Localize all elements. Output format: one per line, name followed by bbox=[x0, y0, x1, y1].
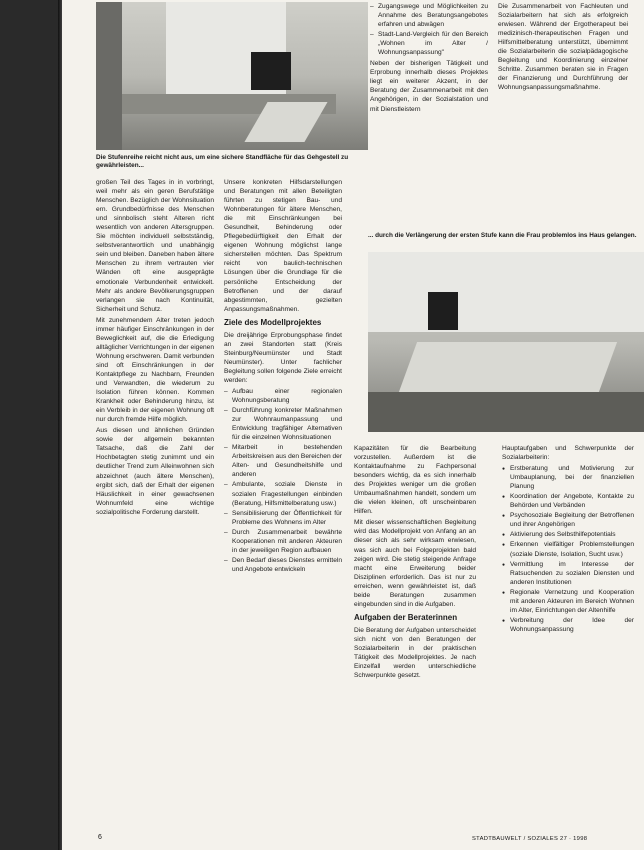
list-item: – Ambulante, soziale Dienste in sozialen Fragestellungen einbinden (Beratung, Hilfsmittelberatung usw.) bbox=[224, 480, 342, 507]
paragraph: großen Teil des Tages in in vorbringt, weil mehr als ein geren Berufstätige Menschen. Bezüglich der Wohnsituation ern. Grundbedürfnisse des Menschen und sinnbolisch steht Alteren richt wesentlich von anderen Altersgruppen. Sie möchten individuell selbstständig, selbstverantwortlich und unabhängig sein und bleiben. Daneben haben ältere Menschen zu ihrem vertrauten vier Wänden oft eine ausgeprägte emotionale Verbundenheit entwickelt. Mehr als andere Bevölkerungsgruppen verlangen sie nach Kontinuität, Sicherheit und Schutz. bbox=[96, 179, 214, 313]
paragraph: Aus diesen und ähnlichen Gründen sowie der allgemein bekannten Tatsache, daß die Zahl der Hochbetagten stetig zunimmt und ein deutlicher Trend zum Alleinwohnen sich abzeichnet (auch ältere Menschen), ergibt sich, daß der Erhalt der eigenen Häuslichkeit in einer gewachsenen Wohnumfeld eine wichtige sozialpolitische Forderung darstellt. bbox=[96, 427, 214, 516]
list-item: – Zugangswege und Möglichkeiten zu Annahme des Beratungsangebotes erfahren und abwägen bbox=[370, 2, 488, 29]
column-2 bbox=[224, 178, 342, 576]
list-item: ● Psychosoziale Begleitung der Betroffenen und ihrer Angehörigen bbox=[502, 511, 634, 529]
page-number: 6 bbox=[98, 834, 102, 841]
list-item: ● Erstberatung und Motivierung zur Umbauplanung, bei der finanziellen Planung bbox=[502, 464, 634, 491]
column-1 bbox=[96, 178, 214, 519]
list-item: ● Erkennen vielfältiger Problemstellungen (soziale Dienste, Isolation, Sucht usw.) bbox=[502, 540, 634, 558]
paragraph: Hauptaufgaben und Schwerpunkte der Sozialarbeiterin: bbox=[502, 445, 634, 462]
caption-mid: ... durch die Verlängerung der ersten Stufe kann die Frau problemlos ins Haus gelangen. bbox=[368, 232, 637, 239]
section-heading: Ziele des Modellprojektes bbox=[224, 317, 322, 327]
paragraph: Die dreijährige Erprobungsphase findet an zwei Standorten statt (Kreis Steinburg/Neumünster und Stadt Neumünster). Unter fachlicher Begleitung sollen folgende Ziele erreicht werden: bbox=[224, 331, 342, 384]
photo-extended-step bbox=[368, 252, 644, 432]
list-item: ● Koordination der Angebote, Kontakte zu Behörden und Verbänden bbox=[502, 492, 634, 510]
list-item: – Stadt-Land-Vergleich für den Bereich „Wohnen im Alter / Wohnungsanpassung" bbox=[370, 30, 488, 57]
list-item: ● Vermittlung im Interesse der Ratsuchenden zu sozialen Diensten und anderen Institutionen bbox=[502, 560, 634, 587]
journal-footer: STADTBAUWELT / SOZIALES 27 · 1998 bbox=[472, 836, 588, 842]
column-5 bbox=[354, 444, 476, 682]
paragraph: Die Zusammenarbeit von Fachleuten und Sozialarbeitern hat sich als erfolgreich erwiesen. Während der Ergotherapeut bei medizinisch-therapeutischen Fragen und Hilfsmittelberatung unterstützt, übernimmt die Sozialarbeiterin die sozialpädagogische Begleitung und Koordinierung einzelner Schritte. Zusammen beraten sie in Fragen der Finanzierung und Durchführung der Wohnungsanpassungsmaßnahme. bbox=[498, 3, 628, 92]
list-item: ● Verbreitung der Idee der Wohnungsanpassung bbox=[502, 616, 634, 634]
list-item: – Den Bedarf dieses Dienstes ermitteln und Angebote entwickeln bbox=[224, 556, 342, 574]
paragraph: Mit dieser wissenschaftlichen Begleitung wird das Modellprojekt von Anfang an an dieser sich als sehr wirksam erwiesen, was sich auch bei Folgeprojekten bald zeigen wird. Die stetig steigende Anfrage macht eine Erweiterung beider Disziplinen erforderlich. Das ist nur zu erreichen, wenn gewährleistet ist, daß beide Beratungen zusammen eingebunden sind in die Aufgaben. bbox=[354, 519, 476, 608]
list-item: – Mitarbeit in bestehenden Arbeitskreisen aus den Bereichen der Alten- und Gesundheitshilfe und anderen bbox=[224, 443, 342, 479]
list-item: ● Aktivierung des Selbsthilfepotentials bbox=[502, 530, 634, 539]
list-item: ● Regionale Vernetzung und Kooperation mit anderen Akteuren im Bereich Wohnen im Alter, Einrichtungen der Altenhilfe bbox=[502, 588, 634, 615]
column-3 bbox=[370, 2, 488, 116]
section-heading: Aufgaben der Beraterinnen bbox=[354, 612, 458, 622]
caption-top: Die Stufenreihe reicht nicht aus, um eine sichere Standfläche für das Gehgestell zu gewährleisten... bbox=[96, 154, 349, 169]
document-page bbox=[62, 0, 644, 850]
paragraph: Unsere konkreten Hilfsdarstellungen und Beratungen mit allen Beteiligten führten zu stetigen Bau- und Wohnberatungen für ältere Menschen, die mit Einschränkungen bei Gesundheit, Behinderung oder Pflegebedürftigkeit den Erhalt der eigenen Wohnung möglichst lange sicherstellen möchten. Das Spektrum reicht von baulich-technischen Lösungen über die Grundlage für die persönliche Entscheidung der Betroffenen und der darauf abgestimmten, gezielten Anpassungsmaßnahmen. bbox=[224, 179, 342, 313]
paragraph: Kapazitäten für die Bearbeitung vorzustellen. Außerdem ist die Kontaktaufnahme zu Fachpersonal besonders wichtig, da es sich innerhalb des Projektes weniger um die großen Umbaumaßnahmen handelt, sondern um die vielen kleinen, oft unscheinbaren Hilfen. bbox=[354, 445, 476, 516]
paragraph: Neben der bisherigen Tätigkeit und Erprobung innerhalb dieses Projektes liegt ein weiterer Akzent, in der Beratung der Zusammenarbeit mit den Angehörigen, in der Sozialstation und mit Dienstleistern bbox=[370, 60, 488, 113]
list-item: – Durch Zusammenarbeit bewährte Kooperationen mit anderen Akteuren in der jeweiligen Region aufbauen bbox=[224, 528, 342, 555]
paragraph: Mit zunehmendem Alter treten jedoch immer häufiger Einschränkungen in der Beweglichkeit auf, die die Erledigung alltäglicher Verrichtungen in der eigenen Wohnung erschweren. Damit verbunden sind oft Einschränkungen in der Kontaktpflege zu Nachbarn, Freunden und Verwandten, die wiederum zu Isolation führen können. Kommen Krankheit oder Behinderung hinzu, ist ein Verbleib in der eigenen Wohnung oft nur durch fremde Hilfe möglich. bbox=[96, 316, 214, 424]
list-item: – Aufbau einer regionalen Wohnungsberatung bbox=[224, 387, 342, 405]
photo-stairs bbox=[96, 2, 368, 150]
list-item: – Sensibilisierung der Öffentlichkeit für Probleme des Wohnens im Alter bbox=[224, 509, 342, 527]
paragraph: Die Beratung der Aufgaben unterscheidet sich nicht von den Beratungen der Sozialarbeiterin in der praktischen Tätigkeit des Modellprojektes. Je nach Einzelfall werden unterschiedliche Schwerpunkte gesetzt. bbox=[354, 626, 476, 680]
list-item: – Durchführung konkreter Maßnahmen zur Wohnraumanpassung und Entwicklung tragfähiger Alternativen für die einzelnen Wohnsituationen bbox=[224, 406, 342, 442]
column-4 bbox=[498, 2, 628, 94]
column-6 bbox=[502, 444, 634, 636]
